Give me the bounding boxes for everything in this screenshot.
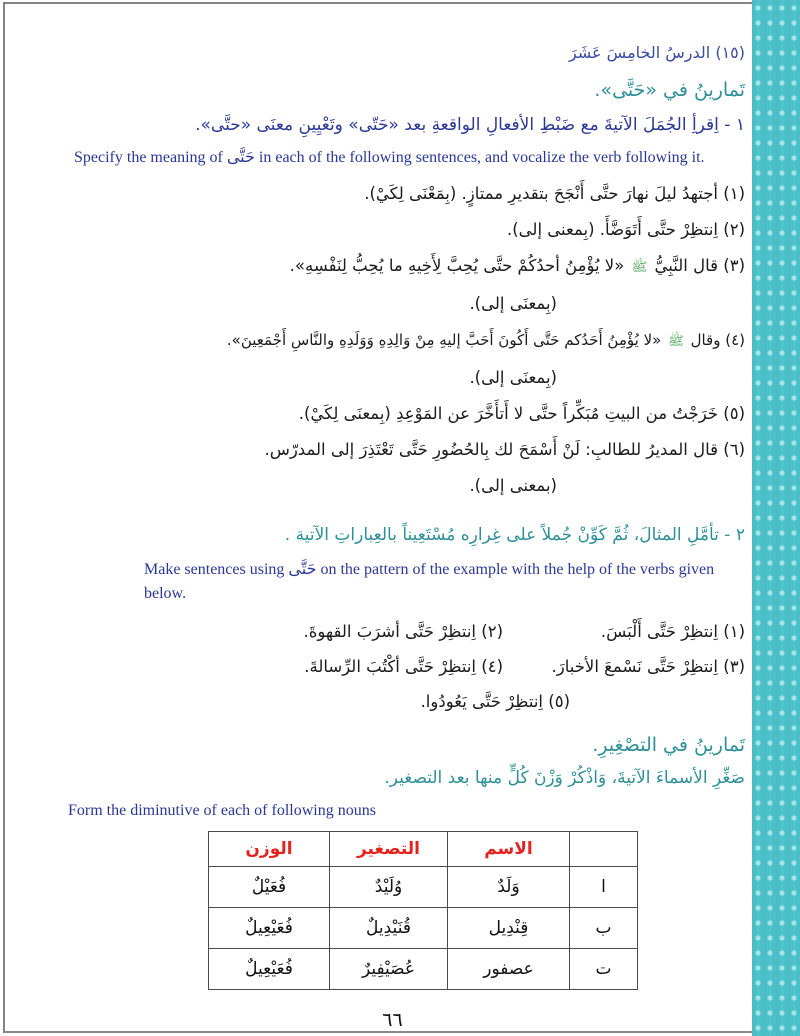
noun-cell: عصفور bbox=[448, 949, 570, 990]
noun-cell: وَلَدٌ bbox=[448, 867, 570, 908]
sentence-4-text-post: «لا يُؤْمِنُ أَحَدُكم حَتَّى أَكُونَ أَحَبَّ إليهِ مِنْ وَالِدِهِ وَوَلَدِهِ والنَّاسِ أَجْمَعِينَ». bbox=[226, 331, 667, 349]
page-content bbox=[40, 0, 745, 1032]
col-header-noun: الاسم bbox=[448, 832, 570, 867]
exercise2-item-4: (٤) اِنتظِرْ حَتَّى أكْتُبَ الرِّسالةَ. bbox=[304, 657, 503, 676]
sentence-5: (٥) خَرَجْتُ من البيتِ مُبَكِّراً حتَّى لا أَتأَخَّرَ عن المَوْعِدِ (بِمعنَى لِكَيْ). bbox=[298, 404, 745, 423]
sentence-3-text-post: «لا يُؤْمِنُ أحدُكُمْ حتَّى يُحِبَّ لِأَخِيهِ ما يُحِبُّ لِنَفْسِهِ». bbox=[289, 256, 630, 275]
exercise2-item-1: (١) اِنتظِرْ حَتَّى أَلْبَسَ. bbox=[600, 622, 745, 641]
exercise1-heading: ١ - اِقرأِ الجُمَلَ الآتيةَ مع ضَبْطِ الأفعالِ الواقعةِ بعد «حَتّى» وتَعْيِينِ معنَى «حتَّى». bbox=[195, 115, 745, 135]
table-row bbox=[209, 949, 638, 990]
diminutive-instruction: صَغِّرِ الأسماءَ الآتيةَ، وَاذْكُرْ وَزْنَ كُلٍّ منها بعد التصغير. bbox=[384, 768, 745, 788]
diminutive-cell: عُصَيْفِيرٌ bbox=[330, 949, 448, 990]
prophet-blessing-symbol: ﷺ bbox=[631, 260, 648, 275]
row-label: ت bbox=[570, 949, 638, 990]
sentence-3 bbox=[40, 248, 745, 286]
diminutive-cell: قُنَيْدِيلٌ bbox=[330, 908, 448, 949]
col-header-pattern: الوزن bbox=[209, 832, 330, 867]
meaning-note-4: (بِمعنَى إلى). bbox=[469, 368, 557, 387]
diminutive-cell: وُلَيْدٌ bbox=[330, 867, 448, 908]
table-row bbox=[209, 867, 638, 908]
exercise2-item-3: (٣) اِنتظِرْ حَتَّى نَسْمعَ الأخبارَ. bbox=[551, 657, 745, 676]
exercise2-item-row bbox=[40, 649, 745, 684]
exercise2-heading: ٢ - تأمَّلِ المثالَ، ثُمَّ كَوِّنْ جُملاً على غِرارِه مُسْتَعِيناً بالعِباراتِ الآتية . bbox=[284, 525, 745, 545]
pattern-cell: فُعَيْلٌ bbox=[209, 867, 330, 908]
exercise2-item-5: (٥) اِنتظِرْ حَتَّى يَعُودُوا. bbox=[420, 692, 570, 711]
exercise2-items bbox=[40, 614, 745, 719]
exercise1-english-instruction: Specify the meaning of حَتَّى in each of the following sentences, and vocalize the verb following it. bbox=[74, 149, 705, 166]
meaning-note-6: (بمعنى إلى). bbox=[469, 476, 557, 495]
prophet-blessing-symbol: ﷺ bbox=[668, 334, 684, 349]
sentence-2: (٢) اِنتظِرْ حتَّى أَتَوَضَّأَ. (بِمعنى إلى). bbox=[507, 220, 745, 239]
sentence-6: (٦) قال المديرُ للطالبِ: لَنْ أَسْمَحَ لك بِالحُضُورِ حَتَّى تَعْتَذِرَ إلى المدرّس. bbox=[264, 440, 745, 459]
hatta-section-title: تَمارينُ في «حَتَّى». bbox=[594, 79, 745, 101]
sentence-4-text-pre: (٤) وقال bbox=[685, 331, 745, 349]
exercise1-sentences bbox=[40, 176, 745, 504]
pattern-cell: فُعَيْعِيلٌ bbox=[209, 908, 330, 949]
lesson-number-header: (١٥) الدرسُ الخامِسَ عَشَرَ bbox=[568, 43, 745, 62]
table-row bbox=[209, 908, 638, 949]
sentence-4 bbox=[40, 322, 745, 360]
sentence-3-text-pre: (٣) قال النَّبِيُّ bbox=[649, 256, 745, 275]
row-label: ا bbox=[570, 867, 638, 908]
col-header-diminutive: التصغير bbox=[330, 832, 448, 867]
meaning-note-3: (بِمعنَى إلى). bbox=[469, 294, 557, 313]
sentence-1: (١) أجتهدُ ليلَ نهارَ حتَّى أَنْجَحَ بتقديرِ ممتازٍ. (بِمَعْنَى لِكَيْ). bbox=[364, 184, 745, 203]
exercise2-item-row bbox=[40, 614, 745, 649]
diminutive-section-title: تَمارينُ في التصْغِيرِ. bbox=[592, 734, 745, 756]
exercise2-item-2: (٢) اِنتظِرْ حَتَّى أشرَبَ القهوةَ. bbox=[303, 622, 503, 641]
decorative-teal-band bbox=[752, 0, 800, 1036]
diminutive-english-instruction: Form the diminutive of each of following nouns bbox=[68, 802, 376, 819]
col-header-index bbox=[570, 832, 638, 867]
diminutive-table bbox=[208, 831, 638, 990]
table-header-row bbox=[209, 832, 638, 867]
page-number: ٦٦ bbox=[382, 1009, 403, 1031]
noun-cell: قِنْدِيل bbox=[448, 908, 570, 949]
row-label: ب bbox=[570, 908, 638, 949]
exercise2-english-instruction: Make sentences using حَتَّى on the pattern of the example with the help of the verbs given below. bbox=[144, 561, 715, 602]
pattern-cell: فُعَيْعِيلٌ bbox=[209, 949, 330, 990]
exercise2-item-row bbox=[40, 684, 745, 719]
